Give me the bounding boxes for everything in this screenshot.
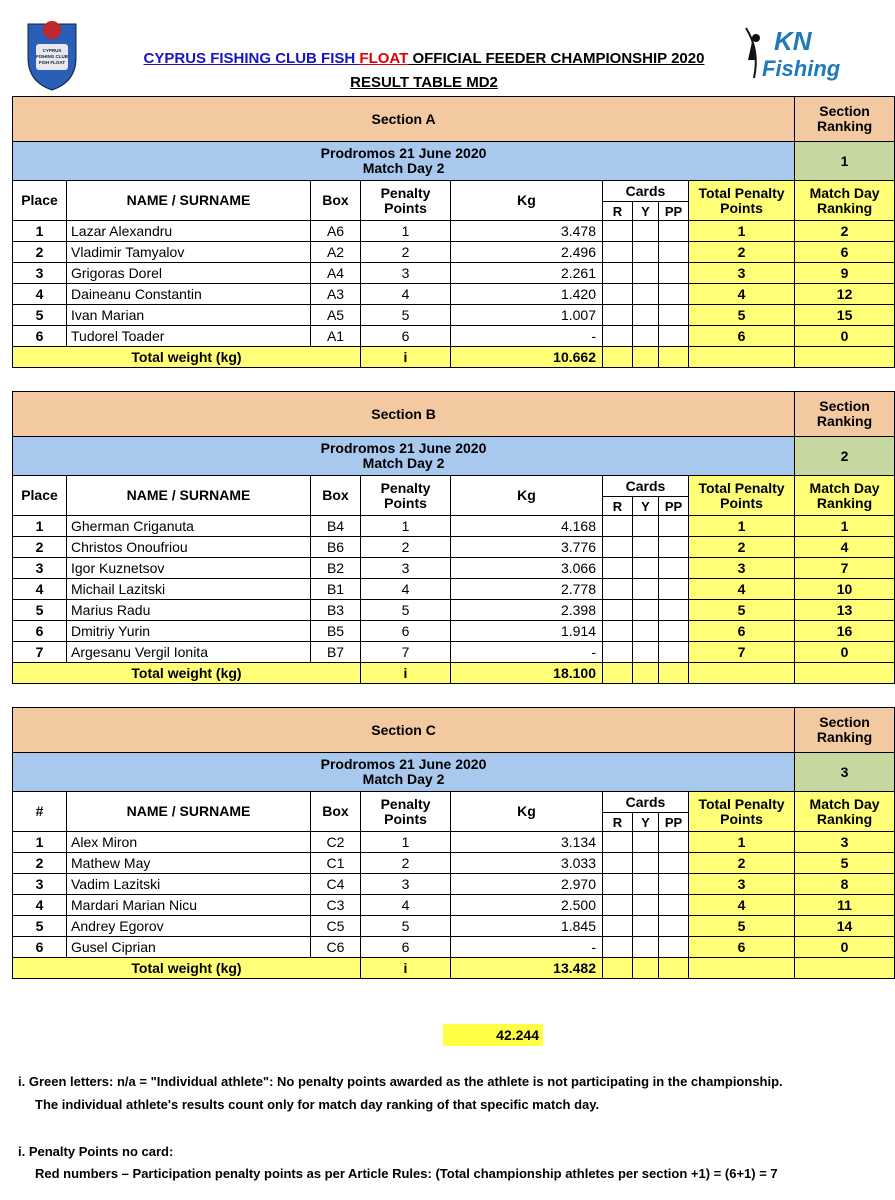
name-cell: Mardari Marian Nicu [67,895,311,916]
box-cell: C6 [311,937,361,958]
box-cell: C1 [311,853,361,874]
total-penalty-cell: 3 [689,263,795,284]
box-cell: A5 [311,305,361,326]
card-y-cell [633,305,659,326]
matchday-ranking-cell: 7 [795,558,895,579]
matchday-ranking-cell: 13 [795,600,895,621]
box-cell: B6 [311,537,361,558]
penalty-cell: 4 [361,284,451,305]
penalty-cell: 3 [361,558,451,579]
card-r-cell [603,621,633,642]
table-row [13,832,895,853]
box-cell: B3 [311,600,361,621]
svg-text:Fishing: Fishing [762,56,841,81]
place-cell: 6 [13,621,67,642]
card-pp-cell [659,853,689,874]
col-kg: Kg [451,181,603,221]
section-ranking-header: Section Ranking [795,708,895,753]
kg-cell: 3.033 [451,853,603,874]
name-cell: Vadim Lazitski [67,874,311,895]
section-ranking-value: 2 [795,437,895,476]
total-penalty-cell: 2 [689,242,795,263]
matchday-ranking-cell: 14 [795,916,895,937]
page-subtitle: RESULT TABLE MD2 [350,74,498,91]
box-cell: B5 [311,621,361,642]
card-r-cell [603,305,633,326]
name-cell: Argesanu Vergil Ionita [67,642,311,663]
matchday-ranking-cell: 5 [795,853,895,874]
matchday-text: Match Day 2 [362,771,445,787]
card-pp-cell [659,326,689,347]
venue-banner [13,437,795,476]
grand-total: 42.244 [443,1024,543,1046]
kg-cell: 2.398 [451,600,603,621]
total-label: Total weight (kg) [13,958,361,979]
card-y-cell [633,326,659,347]
section-ranking-header: Section Ranking [795,97,895,142]
total-penalty-cell: 1 [689,221,795,242]
kg-cell: 1.845 [451,916,603,937]
card-y-cell [633,832,659,853]
svg-text:KN: KN [774,26,812,56]
col-name: NAME / SURNAME [67,792,311,832]
box-cell: B4 [311,516,361,537]
table-row [13,600,895,621]
penalty-cell: 1 [361,221,451,242]
note-2a: i. Penalty Points no card: [18,1144,174,1159]
page-title [0,50,848,67]
card-pp-cell [659,600,689,621]
col-total-penalty: Total Penalty Points [689,181,795,221]
place-cell: 2 [13,242,67,263]
card-r-cell [603,895,633,916]
total-kg: 13.482 [451,958,603,979]
col-place: Place [13,476,67,516]
note-1a: i. Green letters: n/a = "Individual athlete": No penalty points awarded as the athlete is not participating in the championship. [18,1074,783,1089]
section-ranking-value: 1 [795,142,895,181]
name-cell: Gherman Criganuta [67,516,311,537]
penalty-cell: 5 [361,916,451,937]
table-row [13,537,895,558]
col-place: Place [13,181,67,221]
table-row [13,326,895,347]
kg-cell: 2.261 [451,263,603,284]
card-pp-cell [659,895,689,916]
name-cell: Andrey Egorov [67,916,311,937]
card-r-cell [603,832,633,853]
title-part1: CYPRUS FISHING CLUB FISH [143,50,360,67]
box-cell: B2 [311,558,361,579]
place-cell: 7 [13,642,67,663]
section-table [12,391,895,684]
card-pp-cell [659,242,689,263]
kg-cell: 1.420 [451,284,603,305]
box-cell: B1 [311,579,361,600]
penalty-cell: 3 [361,874,451,895]
kg-cell: 3.066 [451,558,603,579]
col-name: NAME / SURNAME [67,476,311,516]
venue-text: Prodromos 21 June 2020 [320,756,487,772]
col-penalty: Penalty Points [361,792,451,832]
table-row [13,516,895,537]
table-row [13,642,895,663]
col-matchday-ranking: Match Day Ranking [795,181,895,221]
place-cell: 3 [13,263,67,284]
penalty-cell: 7 [361,642,451,663]
col-box: Box [311,181,361,221]
venue-banner [13,753,795,792]
matchday-ranking-cell: 8 [795,874,895,895]
table-row [13,874,895,895]
card-pp-cell [659,832,689,853]
section-title: Section C [13,708,795,753]
total-penalty-cell: 4 [689,579,795,600]
table-row [13,242,895,263]
card-pp-cell [659,916,689,937]
col-penalty: Penalty Points [361,181,451,221]
col-box: Box [311,476,361,516]
total-penalty-cell: 6 [689,621,795,642]
matchday-ranking-cell: 12 [795,284,895,305]
card-y-cell [633,621,659,642]
card-r-cell [603,516,633,537]
penalty-cell: 2 [361,242,451,263]
col-matchday-ranking: Match Day Ranking [795,476,895,516]
total-penalty-cell: 5 [689,916,795,937]
name-cell: Lazar Alexandru [67,221,311,242]
place-cell: 5 [13,305,67,326]
name-cell: Daineanu Constantin [67,284,311,305]
penalty-cell: 5 [361,600,451,621]
col-kg: Kg [451,792,603,832]
col-cards: Cards [603,181,689,202]
box-cell: B7 [311,642,361,663]
table-row [13,305,895,326]
total-kg: 10.662 [451,347,603,368]
card-pp-cell [659,305,689,326]
total-row [13,347,895,368]
card-y-cell [633,853,659,874]
table-row [13,284,895,305]
col-card-r: R [603,497,633,516]
card-y-cell [633,558,659,579]
svg-text:CYPRUS: CYPRUS [42,48,62,53]
section-table [12,707,895,979]
matchday-ranking-cell: 6 [795,242,895,263]
place-cell: 3 [13,874,67,895]
svg-text:FISH FLOAT: FISH FLOAT [38,60,66,65]
total-label: Total weight (kg) [13,663,361,684]
matchday-ranking-cell: 0 [795,937,895,958]
venue-text: Prodromos 21 June 2020 [320,440,487,456]
card-r-cell [603,853,633,874]
kg-cell: 3.134 [451,832,603,853]
place-cell: 3 [13,558,67,579]
box-cell: C3 [311,895,361,916]
col-card-pp: PP [659,497,689,516]
card-r-cell [603,284,633,305]
title-part3: OFFICIAL FEEDER CHAMPIONSHIP 2020 [408,50,705,67]
card-y-cell [633,916,659,937]
table-row [13,221,895,242]
place-cell: 4 [13,579,67,600]
card-r-cell [603,221,633,242]
col-card-pp: PP [659,813,689,832]
total-penalty-cell: 1 [689,832,795,853]
total-penalty-cell: 6 [689,937,795,958]
total-penalty-cell: 7 [689,642,795,663]
card-r-cell [603,242,633,263]
kg-cell: - [451,642,603,663]
penalty-cell: 1 [361,516,451,537]
card-y-cell [633,221,659,242]
note-1b: The individual athlete's results count only for match day ranking of that specific match day. [35,1097,600,1112]
col-card-y: Y [633,497,659,516]
place-cell: 1 [13,221,67,242]
title-part2: FLOAT [359,50,409,67]
matchday-ranking-cell: 0 [795,326,895,347]
col-place: # [13,792,67,832]
table-row [13,895,895,916]
matchday-ranking-cell: 16 [795,621,895,642]
table-row [13,853,895,874]
card-y-cell [633,600,659,621]
box-cell: C2 [311,832,361,853]
kg-cell: 3.776 [451,537,603,558]
section-table [12,96,895,368]
matchday-text: Match Day 2 [362,455,445,471]
card-pp-cell [659,937,689,958]
card-y-cell [633,516,659,537]
total-penalty-cell: 4 [689,895,795,916]
place-cell: 5 [13,600,67,621]
place-cell: 1 [13,832,67,853]
kg-cell: - [451,326,603,347]
matchday-ranking-cell: 9 [795,263,895,284]
card-y-cell [633,537,659,558]
box-cell: A1 [311,326,361,347]
col-total-penalty: Total Penalty Points [689,476,795,516]
place-cell: 2 [13,537,67,558]
box-cell: C4 [311,874,361,895]
box-cell: A2 [311,242,361,263]
kg-cell: 1.007 [451,305,603,326]
col-total-penalty: Total Penalty Points [689,792,795,832]
name-cell: Tudorel Toader [67,326,311,347]
card-pp-cell [659,579,689,600]
kg-cell: 2.970 [451,874,603,895]
penalty-cell: 4 [361,895,451,916]
penalty-cell: 5 [361,305,451,326]
name-cell: Grigoras Dorel [67,263,311,284]
col-kg: Kg [451,476,603,516]
name-cell: Vladimir Tamyalov [67,242,311,263]
penalty-cell: 2 [361,853,451,874]
col-matchday-ranking: Match Day Ranking [795,792,895,832]
place-cell: 4 [13,284,67,305]
name-cell: Marius Radu [67,600,311,621]
total-penalty-cell: 2 [689,853,795,874]
total-penalty-cell: 6 [689,326,795,347]
penalty-cell: 3 [361,263,451,284]
total-label: Total weight (kg) [13,347,361,368]
place-cell: 2 [13,853,67,874]
penalty-cell: 6 [361,326,451,347]
kg-cell: - [451,937,603,958]
col-penalty: Penalty Points [361,476,451,516]
table-row [13,916,895,937]
card-r-cell [603,558,633,579]
name-cell: Igor Kuznetsov [67,558,311,579]
card-y-cell [633,579,659,600]
card-pp-cell [659,642,689,663]
table-row [13,937,895,958]
card-y-cell [633,895,659,916]
total-penalty-cell: 3 [689,874,795,895]
total-penalty-cell: 4 [689,284,795,305]
col-card-r: R [603,813,633,832]
total-penalty-cell: 2 [689,537,795,558]
card-r-cell [603,916,633,937]
section-title: Section B [13,392,795,437]
card-r-cell [603,263,633,284]
kg-cell: 2.496 [451,242,603,263]
name-cell: Christos Onoufriou [67,537,311,558]
box-cell: A3 [311,284,361,305]
total-kg: 18.100 [451,663,603,684]
card-pp-cell [659,284,689,305]
card-r-cell [603,937,633,958]
note-2b: Red numbers – Participation penalty points as per Article Rules: (Total championship athletes per section +1) = (6+1) = 7 [35,1166,778,1181]
matchday-ranking-cell: 2 [795,221,895,242]
name-cell: Alex Miron [67,832,311,853]
name-cell: Dmitriy Yurin [67,621,311,642]
box-cell: A6 [311,221,361,242]
place-cell: 4 [13,895,67,916]
venue-banner [13,142,795,181]
kg-cell: 3.478 [451,221,603,242]
section-title: Section A [13,97,795,142]
card-y-cell [633,263,659,284]
matchday-ranking-cell: 10 [795,579,895,600]
place-cell: 1 [13,516,67,537]
name-cell: Gusel Ciprian [67,937,311,958]
card-r-cell [603,326,633,347]
col-box: Box [311,792,361,832]
card-y-cell [633,937,659,958]
total-penalty-cell: 1 [689,516,795,537]
name-cell: Michail Lazitski [67,579,311,600]
col-card-y: Y [633,813,659,832]
penalty-cell: 4 [361,579,451,600]
col-card-y: Y [633,202,659,221]
kg-cell: 1.914 [451,621,603,642]
total-penalty-cell: 5 [689,305,795,326]
matchday-ranking-cell: 4 [795,537,895,558]
card-r-cell [603,579,633,600]
box-cell: C5 [311,916,361,937]
card-pp-cell [659,221,689,242]
total-row [13,958,895,979]
card-pp-cell [659,516,689,537]
name-cell: Mathew May [67,853,311,874]
card-y-cell [633,874,659,895]
col-cards: Cards [603,476,689,497]
card-pp-cell [659,537,689,558]
kg-cell: 4.168 [451,516,603,537]
matchday-ranking-cell: 0 [795,642,895,663]
card-pp-cell [659,874,689,895]
col-cards: Cards [603,792,689,813]
table-row [13,579,895,600]
card-r-cell [603,600,633,621]
card-r-cell [603,642,633,663]
venue-text: Prodromos 21 June 2020 [320,145,487,161]
card-pp-cell [659,621,689,642]
table-row [13,621,895,642]
table-row [13,558,895,579]
name-cell: Ivan Marian [67,305,311,326]
total-penalty-cell: 3 [689,558,795,579]
matchday-text: Match Day 2 [362,160,445,176]
card-y-cell [633,284,659,305]
total-penalty-cell: 5 [689,600,795,621]
card-r-cell [603,874,633,895]
penalty-cell: 6 [361,937,451,958]
total-mark: i [361,663,451,684]
col-card-r: R [603,202,633,221]
col-name: NAME / SURNAME [67,181,311,221]
matchday-ranking-cell: 1 [795,516,895,537]
box-cell: A4 [311,263,361,284]
section-ranking-value: 3 [795,753,895,792]
matchday-ranking-cell: 15 [795,305,895,326]
matchday-ranking-cell: 3 [795,832,895,853]
total-mark: i [361,958,451,979]
total-row [13,663,895,684]
place-cell: 6 [13,937,67,958]
matchday-ranking-cell: 11 [795,895,895,916]
kg-cell: 2.500 [451,895,603,916]
place-cell: 6 [13,326,67,347]
penalty-cell: 6 [361,621,451,642]
penalty-cell: 2 [361,537,451,558]
card-pp-cell [659,558,689,579]
card-y-cell [633,242,659,263]
card-r-cell [603,537,633,558]
table-row [13,263,895,284]
card-pp-cell [659,263,689,284]
kg-cell: 2.778 [451,579,603,600]
card-y-cell [633,642,659,663]
penalty-cell: 1 [361,832,451,853]
svg-text:FISHING CLUB: FISHING CLUB [36,54,68,59]
place-cell: 5 [13,916,67,937]
col-card-pp: PP [659,202,689,221]
section-ranking-header: Section Ranking [795,392,895,437]
total-mark: i [361,347,451,368]
